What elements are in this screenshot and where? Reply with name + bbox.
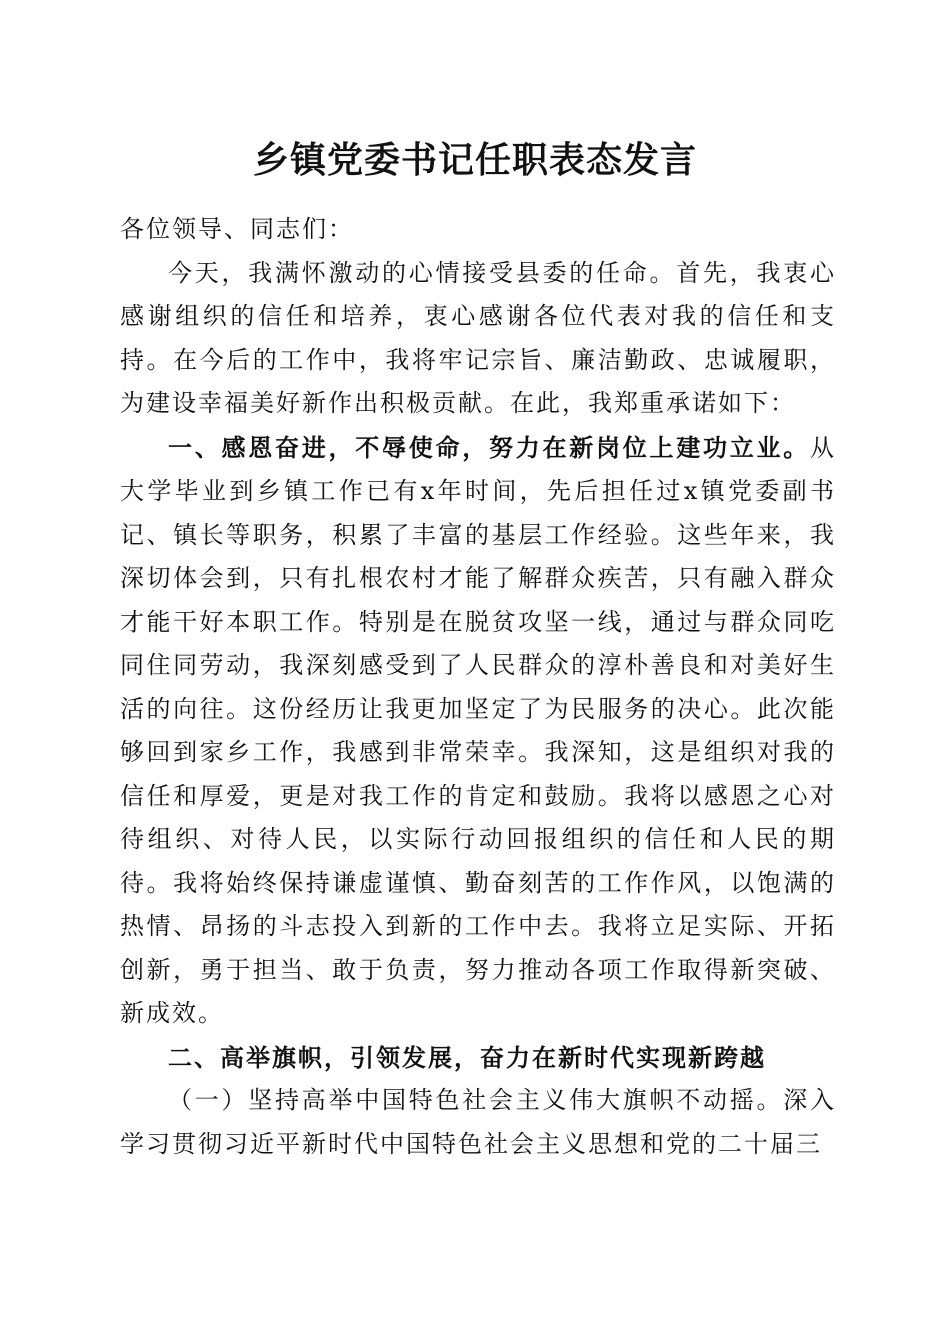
intro-paragraph: 今天，我满怀激动的心情接受县委的任命。首先，我衷心感谢组织的信任和培养，衷心感谢各位代表对我的信任和支持。在今后的工作中，我将牢记宗旨、廉洁勤政、忠诚履职，为建设幸福美好新作出积极贡献。在此，我郑重承诺如下： (120, 258, 836, 417)
document-body (120, 208, 836, 1166)
subsection-1-paragraph (120, 1079, 836, 1166)
subsection-1-heading: （一）坚持高举中国特色社会主义伟大旗帜不动摇。 (168, 1086, 784, 1114)
subsection-1-body: 深入学习贯彻习近平新时代中国特色社会主义思想和党的二十届三 (120, 1086, 836, 1158)
section-2-heading: 二、高举旗帜，引领发展，奋力在新时代实现新跨越 (168, 1042, 766, 1072)
section-1-heading: 一、感恩奋进，不辱使命，努力在新岗位上建功立业。 (168, 432, 810, 462)
document-title: 乡镇党委书记任职表态发言 (252, 139, 697, 181)
section-1-body: 从大学毕业到乡镇工作已有x年时间，先后担任过x镇党委副书记、镇长等职务，积累了丰富的基层工作经验。这些年来，我深切体会到，只有扎根农村才能了解群众疾苦，只有融入群众才能干好本职工作。特别是在脱贫攻坚一线，通过与群众同吃同住同劳动，我深刻感受到了人民群众的淳朴善良和对美好生活的向往。这份经历让我更加坚定了为民服务的决心。此次能够回到家乡工作，我感到非常荣幸。我深知，这是组织对我的信任和厚爱，更是对我工作的肯定和鼓励。我将以感恩之心对待组织、对待人民，以实际行动回报组织的信任和人民的期待。我将始终保持谦虚谨慎、勤奋刻苦的工作作风，以饱满的热情、昂扬的斗志投入到新的工作中去。我将立足实际、开拓创新，勇于担当、敢于负责，努力推动各项工作取得新突破、新成效。 (120, 433, 836, 1027)
section-1-paragraph (120, 426, 836, 1036)
salutation: 各位领导、同志们： (120, 215, 354, 243)
